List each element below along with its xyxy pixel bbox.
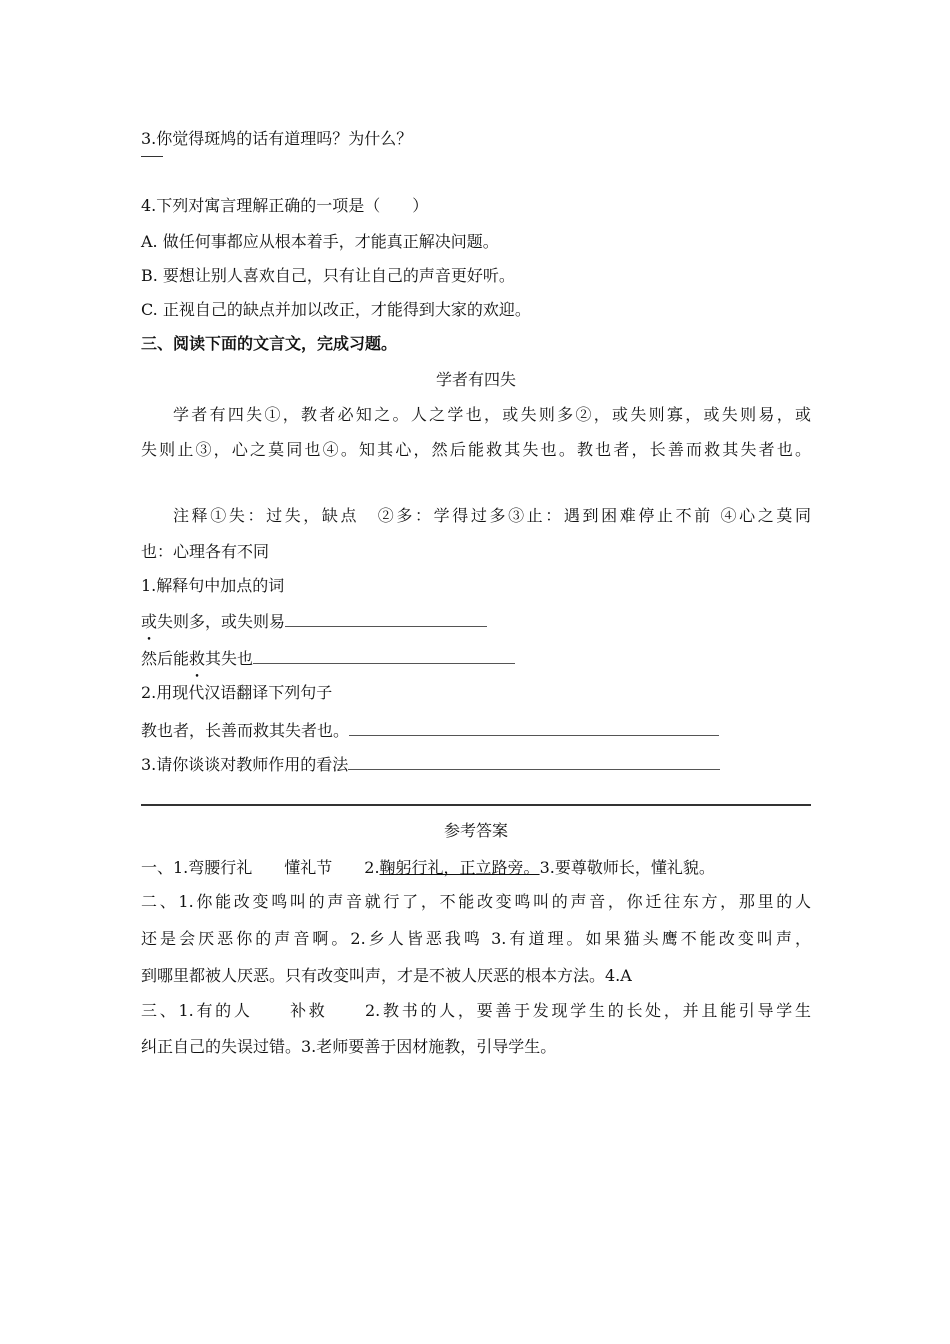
s3-question-1: 1.解释句中加点的词 [141, 576, 285, 595]
passage-title: 学者有四失 [435, 370, 516, 389]
s3-question-1-item-1 [141, 609, 487, 633]
notes-line-2: 也：心理各有不同 [141, 542, 270, 561]
answer-3-line-1: 三、1.有的人 补救 2.教书的人，要善于发现学生的长处，并且能引导学生 [141, 1001, 811, 1020]
option-c: C. 正视自己的缺点并加以改正，才能得到大家的欢迎。 [141, 300, 531, 319]
passage-line-1: 学者有四失①，教者必知之。人之学也，或失则多②，或失则寡，或失则易，或 [173, 405, 811, 424]
section-3-heading: 三、阅读下面的文言文，完成习题。 [141, 334, 398, 353]
dotted-word: 或 [141, 612, 158, 631]
notes-line-1: 注释①失：过失，缺点 ②多：学得过多③止：遇到困难停止不前 ④心之莫同 [173, 506, 811, 525]
item-1-text: 失则多，或失则易 [157, 612, 286, 631]
s3-question-3 [141, 752, 720, 776]
answer-blank-short[interactable] [141, 156, 163, 157]
answer-blank[interactable] [348, 752, 720, 770]
dotted-word: 救 [189, 649, 206, 668]
answer-2-line-3: 到哪里都被人厌恶。只有改变叫声，才是不被人厌恶的根本方法。4.A [141, 966, 632, 985]
translate-sentence: 教也者，长善而救其失者也。 [141, 721, 350, 740]
answer-blank[interactable] [349, 718, 719, 736]
answer-2-line-2: 还是会厌恶你的声音啊。2.乡人皆恶我鸣 3.有道理。如果猫头鹰不能改变叫声， [141, 929, 811, 948]
answer-1-post: 3.要尊敬师长，懂礼貌。 [539, 858, 715, 877]
option-b: B. 要想让别人喜欢自己，只有让自己的声音更好听。 [141, 266, 515, 285]
question-3: 3.你觉得斑鸠的话有道理吗？为什么？ [141, 129, 413, 148]
item-2-text-post: 其失也 [205, 649, 254, 668]
answer-1-underlined: 鞠躬行礼，正立路旁。 [379, 858, 540, 877]
answer-blank[interactable] [285, 609, 487, 627]
answer-2-line-1: 二、1.你能改变鸣叫的声音就行了，不能改变鸣叫的声音，你迁往东方，那里的人 [141, 892, 811, 911]
s3-question-1-item-2 [141, 646, 515, 670]
answer-1 [141, 857, 715, 879]
option-a: A. 做任何事都应从根本着手，才能真正解决问题。 [141, 232, 499, 251]
s3-question-2: 2.用现代汉语翻译下列句子 [141, 683, 333, 702]
answer-blank[interactable] [253, 646, 515, 664]
answer-1-pre: 一、1.弯腰行礼 懂礼节 2. [141, 858, 380, 877]
answer-3-line-2: 纠正自己的失误过错。3.老师要善于因材施教，引导学生。 [141, 1037, 557, 1056]
question-4: 4.下列对寓言理解正确的一项是（ ） [141, 196, 429, 215]
answers-title: 参考答案 [443, 821, 508, 840]
s3-question-2-sentence [141, 718, 719, 742]
divider [141, 804, 811, 806]
passage-line-2: 失则止③，心之莫同也④。知其心，然后能救其失也。教也者，长善而救其失者也。 [141, 440, 811, 459]
question-3-text: 3.请你谈谈对教师作用的看法 [141, 755, 349, 774]
item-2-text-pre: 然后能 [141, 649, 190, 668]
